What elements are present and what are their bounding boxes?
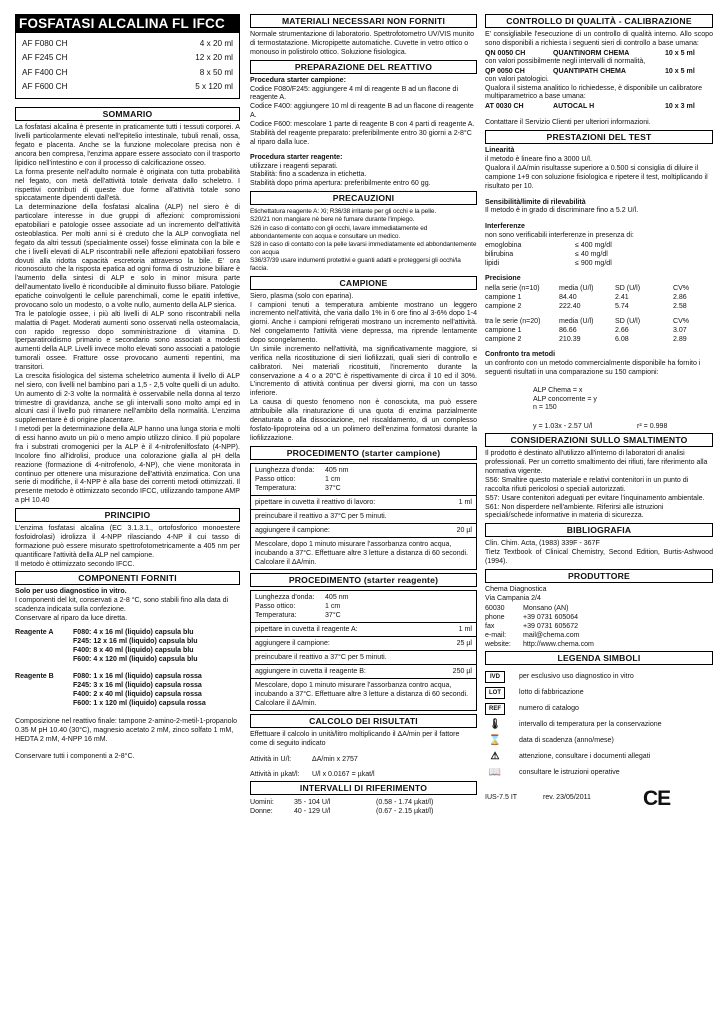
calcolo-line: Attività in µkat/l: U/l x 0.0167 = µkat/l: [250, 770, 375, 778]
produttore-line: Via Campania 2/4: [485, 594, 541, 602]
sommario-text: La fosfatasi alcalina è presente in praticamente tutti i tessuti corporei. A livelli particolarmente elevati nell'epitelio intestinale, tubuli renali, ossa, fegato e placenta. Anche se la funzione molecolare precisa non è ancora ben compresa, l'enzima appare essere associato con il trasporto lipidico nell'intestino e con il processo di calcificazione osseo. La forma presente nell'adulto normale è originata con tutta probabilità nel fegato, con metà dell'attività totale derivata dallo scheletro. I rispettivi contributi di queste due forme all'attività totale sono spiccatamente dipendenti dall'età. La determinazione della fosfatasi alcalina (ALP) nel siero è di particolare interesse in due gruppi di affezioni: compromissioni epatobiliari e patologie ossee associate ad un incremento dell'attività osteoblastica. Per molti anni si è creduto che la ALP convogliata nel fegato da altri tessuti (specialmente ossei) fosse eliminata con la bile e che i livelli elevati di ALP riscontrabili nelle affezioni epatobiliari fossero dovuti alla ridotta capacità escretoria attraverso la bile. E' ora riconosciuto che la risposta epatica ad ogni forma di ostruzione biliare è l'aumento della sintesi di ALP e solo in minor misura parte dell'aumentato livello è riconducibile al diminuito flusso biliare. Patologie epatiche coinvolgenti le cellule parenchimali, come le epatiti infettive, provocano solo un modesto, o a volte nullo, aumento della ALP sierica. Tra le patologie ossee, i più alti livelli di ALP sono riscontrabili nella malattia di Paget. Moderati aumenti sono osservati nella osteomalacia, con rapido regresso dopo somministrazione di vitamina D. Iperparatiroidismo primario e secondario sono associati a modesti aumenti della ALP. Livelli invece molto elevati sono associati a patologie tumorali ossee. Fratture osse provocano aumenti repentini, ma transitori. La crescita fisiologica del sistema scheletrico aumenta il livello di ALP nel siero, con livelli nel bambino pari a 1,5 - 2,5 volte quelli di un adulto. Un aumento di 2-3 volte la normalità è osservabile nella donna al terzo trimestre di gravidanza, anche se gli intervalli sono molto ampi ed in alcuni casi il livello può rimanere nell'ambito della normalità. L'enzima supplementare è di origine placentare. I metodi per la determinazione della ALP hanno una lunga storia e molti di essi hanno avuto un più o meno ampio utilizzo clinico. Il più popolare fra i substrati cromogenici per la ALP è il 4-nitrofenilfosfato (4-NPP). Incolore fino all'idrolisi, produce una colorazione gialla al pH della reazione (formazione di 4-nitrofenolo, 4-NP), che viene monitorata in continuo per ottenere una misurazione dell'attività enzimatica. Con una serie di modifiche, il 4-NPP è alla base dei correnti metodi ottimizzati. Il presente metodo è ottimizzato secondo IFCC, utilizzando tampone AMP a pH 10.40: [15, 124, 240, 505]
precision-row: campione 1 84.40 2.41 2.86: [485, 293, 687, 301]
produttore-row: e-mail: mail@chema.com: [485, 631, 580, 639]
legend-text: attenzione, consultare i documenti allegati: [519, 753, 651, 761]
precision-row: nella serie (n=10) media (U/l) SD (U/l) CV%: [485, 284, 690, 292]
confronto-lines: [533, 387, 713, 414]
controllo-text1: E' consigliabile l'esecuzione di un controllo di qualità interno. Allo scopo sono disponibili a richiesta i seguenti sieri di controllo a base umana:: [485, 31, 713, 47]
kit-row: [22, 80, 233, 94]
legend-text: numero di catalogo: [519, 705, 579, 713]
section-header-calcolo: CALCOLO DEI RISULTATI: [250, 714, 477, 728]
interference-row: bilirubina ≤ 40 mg/dl: [485, 251, 608, 259]
legend-item: [485, 765, 713, 781]
param-value: 37°C: [325, 484, 341, 492]
proc-reagente-box: [250, 590, 477, 711]
hourglass-icon: ⌛: [488, 735, 502, 747]
precision-row: campione 2 210.39 6.08 2.89: [485, 336, 687, 344]
param-label: Passo ottico:: [255, 475, 296, 483]
calcolo-line: Attività in U/l: ΔA/min x 2757: [250, 755, 358, 763]
proc-final: Mescolare, dopo 1 minuto misurare l'assorbanza contro acqua, incubando a 37°C. Effettuare altre 3 letture a distanza di 60 secondi. Calcolare il ΔA/min.: [255, 681, 469, 707]
param-label: Temperatura:: [255, 611, 297, 619]
confronto-title: Confronto tra metodi: [485, 351, 556, 359]
proc-final: Mescolare, dopo 1 minuto misurare l'assorbanza contro acqua, incubando a 37°C. Effettuare altre 3 letture a distanza di 60 secondi. Calcolare il ΔA/min.: [255, 540, 469, 566]
control-product-desc: con valori patologici.: [485, 75, 549, 83]
reagent-b-label: Reagente B: [15, 673, 54, 681]
precisione-title: Precisione: [485, 275, 521, 283]
section-header-campione: CAMPIONE: [250, 276, 477, 290]
intervalli-row: Uomini: 35 - 104 U/l (0.58 - 1.74 µkat/l): [250, 798, 434, 806]
lot-icon: LOT: [485, 687, 505, 699]
kit-list: [15, 33, 240, 99]
composizione-text: Composizione nel reattivo finale: tampone 2-amino-2-metil-1-propanolo 0.35 M pH 10.40 (30°C), magnesio acetato 2 mM, zinco solfato 1 mM, HEDTA 2 mM, 4-NPP 16 mM.: [15, 717, 238, 743]
doc-code: IUS-7.5 IT: [485, 794, 518, 802]
interference-row: emoglobina ≤ 400 mg/dl: [485, 242, 612, 250]
ref-icon: REF: [485, 703, 505, 715]
proc-params: [251, 591, 476, 623]
interferenze-title: Interferenze: [485, 223, 525, 231]
doc-revision: rev. 23/05/2011: [543, 794, 591, 802]
kit-code: AF F600 CH: [22, 82, 68, 92]
control-product-desc: con valori possibilmente negli intervalli di normalità,: [485, 57, 646, 65]
section-header-prestazioni: PRESTAZIONI DEL TEST: [485, 130, 713, 144]
linearita-title: Linearità: [485, 147, 515, 155]
precision-row: campione 1 86.66 2.66 3.07: [485, 327, 687, 335]
regression-row: y = 1.03x - 2.57 U/l r² = 0.998: [533, 423, 668, 431]
controllo-text3: Contattare il Servizio Clienti per ulteriori informazioni.: [485, 119, 651, 127]
document-title: FOSFATASI ALCALINA FL IFCC: [15, 14, 240, 33]
precision-row: campione 2 222.40 5.74 2.58: [485, 303, 687, 310]
control-product-row: QN 0050 CH QUANTINORM CHEMA 10 x 5 ml: [485, 49, 695, 57]
campione-text: Siero, plasma (solo con eparina). I campioni tenuti a temperatura ambiente mostrano un leggero incremento nell'attività, che varia dallo 1% in 6 ore fino al 3-6% dopo 1-4 giorni. Anche i campioni refrigerati mostrano un incremento nell'attività. Nel congelamento l'attività viene depressa, ma riprende lentamente dopo scongelamento. Un simile incremento nell'attività, ma significativamente maggiore, si verifica nella ricostituzione di sieri liofilizzati, quali sieri di controllo e calibratori. Nei materiali ricostituiti, l'incremento durante la conservazione a 4 o a 20°C è rispettivamente di circa il 10 ed il 30%. L'incremento di attività continua per diversi giorni, ma con un tasso inferiore. La causa di questo fenomeno non è conosciuta, ma può essere attribuibile alla rinaturazione di una quota di enzima parzialmente denaturata o alla dissociazione, nel riscaldamento, di un complesso fosfato-lipoproteina od a un polimero dell'enzima formatosi durante la liofilizzazione.: [250, 292, 477, 442]
param-value: 1 cm: [325, 602, 341, 610]
preparazione-text1: Codice F080/F245: aggiungere 4 ml di reagente B ad un flacone di reagente A. Codice F400: aggiungere 10 ml di reagente B ad un flacone di reagente A. Codice F600: mescolare 1 parte di reagente B con 4 parti di reagente A. Stabilità del reagente preparato: preferibilmente entro 30 giorni a 2-8°C al riparo dalla luce.: [250, 85, 475, 146]
produttore-row: fax +39 0731 605672: [485, 622, 579, 630]
reagent-a-item: F080: 4 x 16 ml (liquido) capsula blu: [73, 628, 194, 636]
section-header-bibliografia: BIBLIOGRAFIA: [485, 523, 713, 537]
kit-row: [22, 51, 233, 65]
legend-list: [485, 669, 713, 781]
kit-code: AF F080 CH: [22, 39, 68, 48]
section-header-proc-reagente: PROCEDIMENTO (starter reagente): [250, 573, 477, 587]
confronto-line: ALP concorrente = y: [533, 395, 597, 403]
kit-size: 5 x 120 ml: [195, 82, 233, 92]
proc-campione-box: [250, 463, 477, 570]
kit-row: [22, 37, 233, 51]
interferenze-text: non sono verificabili interferenze in presenza di:: [485, 232, 634, 240]
legend-item: [485, 701, 713, 717]
sensibilita-title: Sensibilità/limite di rilevabilità: [485, 198, 586, 206]
reagent-b-item: F080: 1 x 16 ml (liquido) capsula rossa: [73, 673, 202, 681]
footer: [485, 787, 713, 811]
kit-code: AF F245 CH: [22, 53, 68, 63]
reagent-b-item: F600: 1 x 120 ml (liquido) capsula rossa: [73, 700, 206, 707]
controllo-text2: Qualora il sistema analitico lo richiedesse, è disponibile un calibratore multiparametrico a base umana:: [485, 84, 703, 101]
reagent-a-item: F400: 8 x 40 ml (liquido) capsula blu: [73, 646, 194, 654]
column-2: [250, 14, 477, 816]
calibrator-row: AT 0030 CH AUTOCAL H 10 x 3 ml: [485, 103, 695, 111]
param-label: Temperatura:: [255, 484, 297, 492]
componenti-intro: I componenti del kit, conservati a 2-8 °C, sono stabili fino alla data di scadenza indicata sulla confezione. Conservare al riparo da luce diretta.: [15, 597, 229, 622]
reagent-b-list: [73, 673, 206, 709]
precision-within-table: [485, 284, 713, 311]
legend-item: [485, 717, 713, 733]
section-header-sommario: SOMMARIO: [15, 107, 240, 121]
smaltimento-text: Il prodotto è destinato all'utilizzo all'interno di laboratori di analisi professionali. Per un corretto smaltimento dei rifiuti, fare riferimento alla normativa vigente. S56: Smaltire questo materiale e relativi contenitori in un punto di raccolta rifiuti pericolosi o speciali autorizzati. S57: Usare contenitori adeguati per evitare l'inquinamento ambientale. S61: Non disperdere nell'ambiente. Riferirsi alle istruzioni speciali/schede informative in materia di sicurezza.: [485, 450, 708, 520]
linearita-text: il metodo è lineare fino a 3000 U/l. Qualora il ΔA/min risultasse superiore a 0.500 si consiglia di diluire il campione 1+9 con soluzione fisiologica e ripetere il test, moltiplicando il risultato per 10.: [485, 156, 708, 190]
confronto-line: ALP Chema = x: [533, 386, 583, 394]
preparazione-sub1: Procedura starter campione:: [250, 76, 346, 84]
kit-code: AF F400 CH: [22, 67, 68, 77]
legend-item: [485, 685, 713, 701]
section-header-preparazione: PREPARAZIONE DEL REATTIVO: [250, 60, 477, 74]
column-1: [15, 14, 240, 761]
reagent-a-item: F245: 12 x 16 ml (liquido) capsula blu: [73, 637, 198, 645]
confronto-text: un confronto con un metodo commercialmente disponibile ha fornito i seguenti risultati in una comparazione su 150 campioni:: [485, 359, 701, 376]
produttore-row: 60030 Monsano (AN): [485, 604, 569, 612]
reagent-a-label: Reagente A: [15, 628, 54, 636]
proc-step: pipettare in cuvetta il reattivo di lavoro: 1 ml: [251, 496, 476, 510]
legend-text: lotto di fabbricazione: [519, 689, 584, 697]
section-header-proc-campione: PROCEDIMENTO (starter campione): [250, 446, 477, 460]
legend-item: [485, 669, 713, 685]
section-header-principio: PRINCIPIO: [15, 508, 240, 522]
legend-item: [485, 749, 713, 765]
section-header-materiali: MATERIALI NECESSARI NON FORNITI: [250, 14, 477, 28]
legend-text: data di scadenza (anno/mese): [519, 737, 614, 745]
section-header-controllo: CONTROLLO DI QUALITÀ - CALIBRAZIONE: [485, 14, 713, 28]
ivd-icon: IVD: [485, 671, 505, 683]
legend-item: [485, 733, 713, 749]
param-label: Lunghezza d'onda:: [255, 593, 315, 601]
proc-step: aggiungere il campione: 20 µl: [251, 524, 476, 538]
param-label: Lunghezza d'onda:: [255, 466, 315, 474]
calcolo-text: Effettuare il calcolo in unità/litro moltiplicando il ΔA/min per il fattore come di seguito indicato: [250, 730, 460, 747]
reagent-a-item: F600: 4 x 120 ml (liquido) capsula blu: [73, 655, 198, 663]
ce-mark-icon: CE: [643, 786, 671, 810]
legend-text: intervallo di temperatura per la conservazione: [519, 721, 662, 729]
sensibilita-text: Il metodo è in grado di discriminare fino a 5.2 U/l.: [485, 207, 639, 215]
confronto-line: n = 150: [533, 404, 557, 412]
reagent-a-block: [15, 629, 240, 665]
proc-step: preincubare il reattivo a 37°C per 5 minuti.: [251, 651, 476, 665]
section-header-componenti: COMPONENTI FORNITI: [15, 571, 240, 585]
principio-text: L'enzima fosfatasi alcalina (EC 3.1.3.1., ortofosforico monoestere fosfoidrolasi) idrolizza il 4-NPP rilasciando 4-NP il cui tasso di formazione può essere misurato spettrofotometricamente a 405 nm per quantificare l'attività della ALP nel campione. Il metodo è ottimizzato secondo IFCC.: [15, 525, 240, 568]
materiali-text: Normale strumentazione di laboratorio. Spettrofotometro UV/VIS munito di termostatazione. Micropipette automatiche. Cuvette in vetro ottico o monouso in polistirolo ottico. Soluzione fisiologica.: [250, 31, 475, 56]
produttore-row: website: http://www.chema.com: [485, 640, 594, 648]
legend-text: per esclusivo uso diagnostico in vitro: [519, 673, 634, 681]
kit-row: [22, 66, 233, 80]
produttore-line: Chema Diagnostica: [485, 585, 547, 593]
section-header-intervalli: INTERVALLI DI RIFERIMENTO: [250, 781, 477, 795]
kit-size: 4 x 20 ml: [199, 39, 233, 48]
interference-row: lipidi ≤ 900 mg/dl: [485, 260, 612, 268]
proc-step: aggiungere in cuvetta il reagente B: 250 µl: [251, 665, 476, 679]
legend-text: consultare le istruzioni operative: [519, 769, 620, 777]
column-3: [485, 14, 713, 811]
proc-step: preincubare il reattivo a 37°C per 5 minuti.: [251, 510, 476, 524]
precision-between-table: [485, 317, 713, 344]
precauzioni-text: Etichettatura reagente A: Xi; R36/38 irritante per gli occhi e la pelle. S20/21 non mangiare nè bere nè fumare durante l'impiego. S26 in caso di contatto con gli occhi, lavare immediatamente ed abbondantemente con acqua e consultare un medico. S28 in caso di contatto con la pelle lavarsi immediatamente ed abbondantemente con acqua S36/37/39 usare indumenti protettivi e guanti adatti e proteggersi gli occhi/la faccia.: [250, 208, 477, 273]
warning-icon: ⚠: [490, 751, 500, 763]
section-header-produttore: PRODUTTORE: [485, 569, 713, 583]
bibliografia-text: Clin. Chim. Acta, (1983) 339F - 367F Tietz Textbook of Clinical Chemistry, Second Edition, Burtis-Ashwood (1994).: [485, 540, 713, 566]
control-product-row: QP 0050 CH QUANTIPATH CHEMA 10 x 5 ml: [485, 67, 695, 75]
preparazione-text2: utilizzare i reagenti separati. Stabilità: fino a scadenza in etichetta. Stabilità dopo prima apertura: preferibilmente entro 60 gg.: [250, 162, 431, 188]
produttore-row: phone +39 0731 605064: [485, 613, 579, 621]
section-header-precauzioni: PRECAUZIONI: [250, 191, 477, 205]
param-value: 405 nm: [325, 593, 349, 601]
param-value: 1 cm: [325, 475, 341, 483]
reagent-b-block: [15, 673, 240, 709]
reagent-a-list: [73, 629, 198, 665]
intervalli-row: Donne: 40 - 129 U/l (0.67 - 2.15 µkat/l): [250, 807, 434, 815]
componenti-intro-bold: Solo per uso diagnostico in vitro.: [15, 588, 127, 596]
instructions-icon: 📖: [488, 767, 502, 779]
reagent-b-item: F400: 2 x 40 ml (liquido) capsula rossa: [73, 691, 202, 699]
proc-step: aggiungere il campione: 25 µl: [251, 637, 476, 651]
conservare-text: Conservare tutti i componenti a 2-8°C.: [15, 752, 135, 760]
param-label: Passo ottico:: [255, 602, 296, 610]
proc-step: pipettare in cuvetta il reagente A: 1 ml: [251, 623, 476, 637]
param-value: 37°C: [325, 611, 341, 619]
reagent-b-item: F245: 3 x 16 ml (liquido) capsula rossa: [73, 682, 202, 690]
temperature-icon: 🌡: [488, 719, 502, 731]
kit-size: 12 x 20 ml: [195, 53, 233, 63]
section-header-smaltimento: CONSIDERAZIONI SULLO SMALTIMENTO: [485, 433, 713, 447]
proc-params: [251, 464, 476, 496]
section-header-legenda: LEGENDA SIMBOLI: [485, 651, 713, 665]
precision-row: tra le serie (n=20) media (U/l) SD (U/l) CV%: [485, 318, 690, 326]
param-value: 405 nm: [325, 466, 349, 474]
kit-size: 8 x 50 ml: [199, 67, 233, 77]
preparazione-sub2: Procedura starter reagente:: [250, 153, 343, 161]
